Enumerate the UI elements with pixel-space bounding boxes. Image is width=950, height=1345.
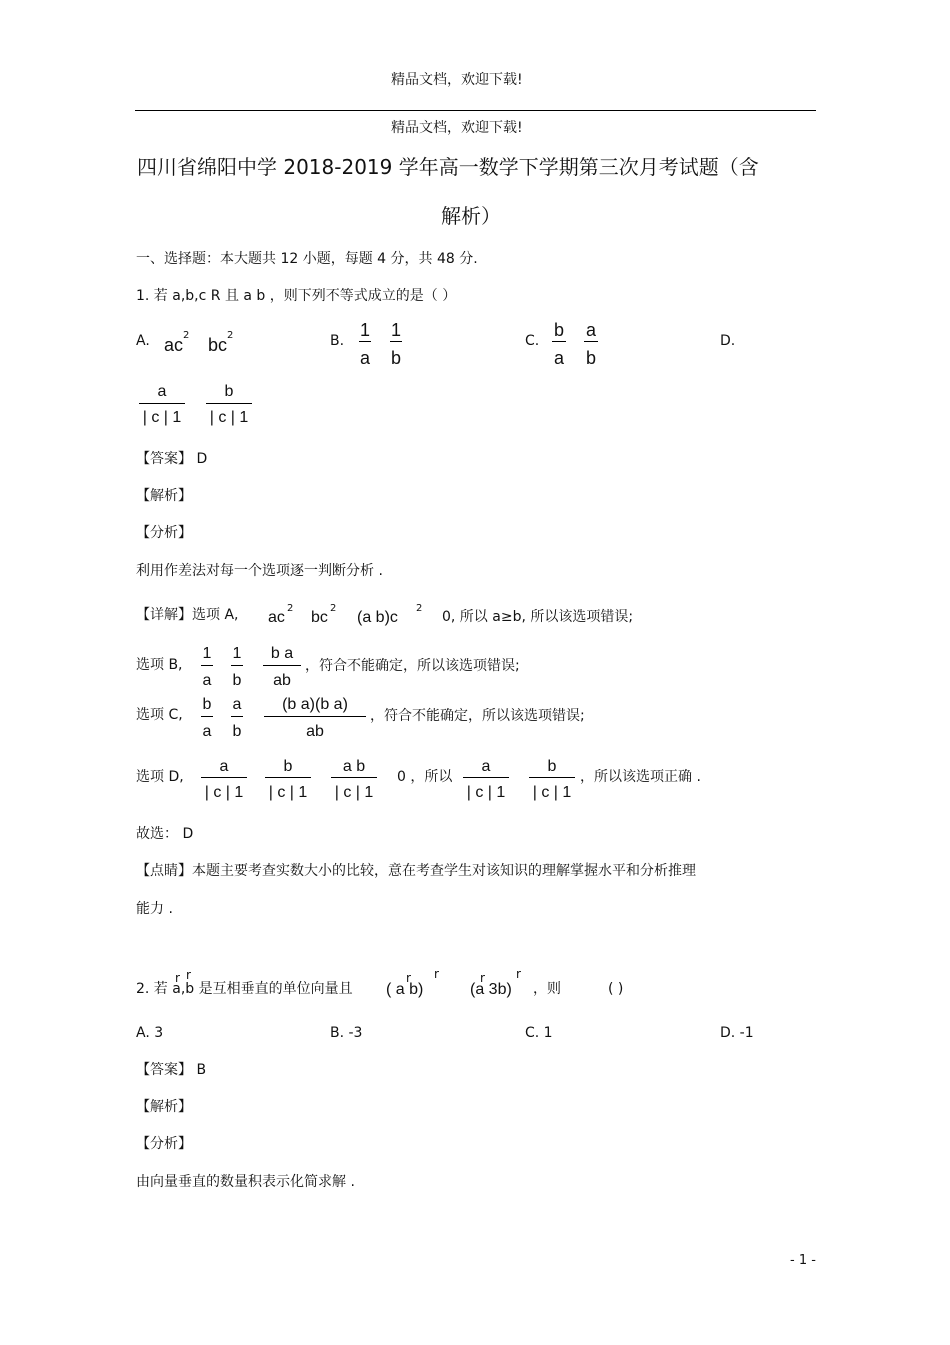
q2-fenxi-text: 由向量垂直的数量积表示化简求解 . <box>136 1174 355 1190</box>
q1-detail-d-mid: 0 ，所以 <box>397 769 453 785</box>
q2-answer: 【答案】 B <box>136 1062 207 1078</box>
q1-dianjing-line1: 【点睛】本题主要考查实数大小的比较，意在考查学生对该知识的理解掌握水平和分析推理 <box>136 863 696 879</box>
q2-option-d: D. -1 <box>720 1025 754 1041</box>
section-heading: 一、选择题：本大题共 12 小题，每题 4 分，共 48 分. <box>136 251 478 267</box>
q1-guxuan: 故选： D <box>136 826 194 842</box>
q1-option-a-label: A. <box>136 333 150 349</box>
q1-fenxi-heading: 【分析】 <box>136 525 192 541</box>
q1-detail-d-tail: ，所以该选项正确 . <box>580 769 701 785</box>
q2-vec-mark-e: r <box>480 971 485 985</box>
q2-option-a: A. 3 <box>136 1025 164 1041</box>
header-rule <box>135 110 816 111</box>
q2-option-c: C. 1 <box>525 1025 553 1041</box>
q2-option-b: B. -3 <box>330 1025 363 1041</box>
q1-stem: 1. 若 a,b,c R 且 a b ，则下列不等式成立的是（ ） <box>136 288 457 304</box>
q1-option-a-right: bc <box>208 335 228 355</box>
q1-option-a-exp2: 2 <box>227 330 234 341</box>
q2-jiexi-heading: 【解析】 <box>136 1099 192 1115</box>
q1-dianjing-line2: 能力 . <box>136 901 173 917</box>
q1-option-c-label: C. <box>525 333 540 349</box>
q2-vec-mark-c: r <box>406 971 411 985</box>
q2-answer-paren: ( ) <box>608 981 624 997</box>
q2-vec-mark-f: r <box>516 967 521 981</box>
q1-detail-a-term3: (a b)c <box>357 609 398 626</box>
q2-vec-mark-a: r <box>175 971 180 985</box>
q2-stem-lead: 2. 若 a,b 是互相垂直的单位向量且 <box>136 981 353 997</box>
q2-vec-mark-b: r <box>186 968 191 982</box>
q1-detail-b-tail: ，符合不能确定，所以该选项错误; <box>305 658 520 674</box>
header-watermark-top: 精品文档，欢迎下载! <box>391 72 523 88</box>
q1-detail-c-lead: 选项 C, <box>136 707 183 723</box>
q2-fenxi-heading: 【分析】 <box>136 1136 192 1152</box>
page-number: - 1 - <box>790 1253 816 1268</box>
q1-option-b-label: B. <box>330 333 345 349</box>
q1-detail-d-lead: 选项 D, <box>136 769 184 785</box>
q1-detail-a-tail: 0, 所以 a≥b, 所以该选项错误; <box>442 609 634 625</box>
q1-detail-a-term2: bc <box>311 609 328 626</box>
doc-title-line2: 解析） <box>441 204 501 228</box>
header-watermark-sub: 精品文档，欢迎下载! <box>391 120 523 136</box>
q1-option-d-label: D. <box>720 333 736 349</box>
q1-jiexi-heading: 【解析】 <box>136 488 192 504</box>
q1-option-a-left: ac <box>164 335 184 355</box>
q2-expr2: (a 3b) <box>470 981 512 998</box>
q1-fenxi-text: 利用作差法对每一个选项逐一判断分析 . <box>136 563 383 579</box>
q1-detail-a-term1: ac <box>268 609 285 626</box>
q1-detail-a-exp3: 2 <box>416 603 423 614</box>
q1-answer: 【答案】 D <box>136 451 208 467</box>
doc-title-line1: 四川省绵阳中学 2018-2019 学年高一数学下学期第三次月考试题（含 <box>137 155 759 179</box>
q1-detail-a-exp2: 2 <box>330 603 337 614</box>
q1-detail-a-exp1: 2 <box>287 603 294 614</box>
q1-detail-b-lead: 选项 B, <box>136 657 183 673</box>
q2-vec-mark-d: r <box>434 967 439 981</box>
q2-expr1: ( a b) <box>386 981 424 998</box>
q1-detail-c-tail: ，符合不能确定，所以该选项错误; <box>370 708 585 724</box>
q1-detail-a-lead: 【详解】选项 A, <box>136 607 239 623</box>
q1-option-a-exp1: 2 <box>183 330 190 341</box>
q2-stem-tail: ，则 <box>533 981 561 997</box>
